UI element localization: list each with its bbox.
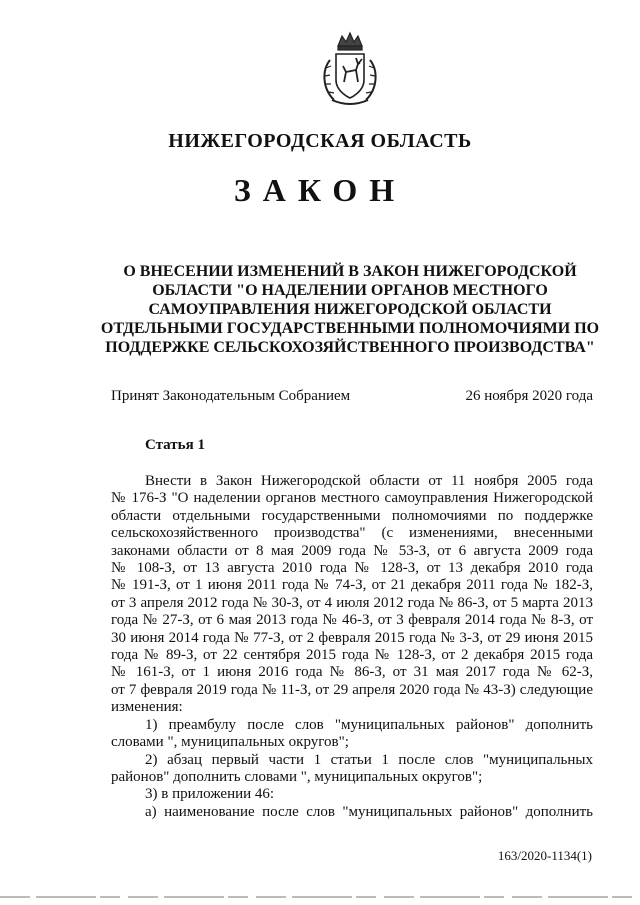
body-line: законами области от 8 мая 2009 года № 53-З, от 6 августа 2009 года bbox=[111, 542, 593, 559]
body-line: года № 89-З, от 22 сентября 2015 года № 128-З, от 2 декабря 2015 года bbox=[111, 647, 593, 664]
adoption-line bbox=[111, 388, 593, 405]
body-line: Внести в Закон Нижегородской области от 11 ноября 2005 года bbox=[145, 473, 593, 489]
body-line: изменения: bbox=[111, 699, 183, 716]
title-line: ПОДДЕРЖКЕ СЕЛЬСКОХОЗЯЙСТВЕННОГО ПРОИЗВОДСТВА" bbox=[105, 339, 595, 356]
adopted-by: Принят Законодательным Собранием bbox=[111, 388, 351, 404]
body-line: № 161-З, от 1 июня 2016 года № 86-З, от 31 мая 2017 года № 62-З, bbox=[111, 664, 593, 681]
document-code: 163/2020-1134(1) bbox=[497, 848, 592, 863]
list-item: а) наименование после слов "муниципальных районов" дополнить bbox=[145, 803, 593, 820]
body-line: 30 июня 2014 года № 77-З, от 2 февраля 2015 года № 3-З, от 29 июня 2015 bbox=[111, 629, 593, 646]
body-line: словами ", муниципальных округов"; bbox=[111, 734, 349, 751]
list-item: 3) в приложении 46: bbox=[145, 786, 275, 803]
title-line: ОТДЕЛЬНЫМИ ГОСУДАРСТВЕННЫМИ ПОЛНОМОЧИЯМИ ПО bbox=[100, 320, 600, 337]
document-type: ЗАКОН bbox=[233, 172, 407, 208]
body-line: № 191-З, от 1 июня 2011 года № 74-З, от 21 декабря 2011 года № 182-З, bbox=[111, 577, 593, 594]
list-item: 1) преамбулу после слов "муниципальных районов" дополнить bbox=[145, 716, 593, 733]
body-line: от 3 апреля 2012 года № 30-З, от 4 июля 2012 года № 86-З, от 5 марта 2013 bbox=[111, 594, 593, 611]
body-line: от 7 февраля 2019 года № 11-З, от 29 апреля 2020 года № 43-З) следующие bbox=[111, 681, 593, 698]
body-line: № 108-З, от 13 августа 2010 года № 128-З, от 13 декабря 2010 года bbox=[111, 560, 593, 577]
title-line: ОБЛАСТИ "О НАДЕЛЕНИИ ОРГАНОВ МЕСТНОГО bbox=[152, 282, 548, 299]
list-item: 2) абзац первый части 1 статьи 1 после слов "муниципальных bbox=[145, 751, 593, 768]
adoption-date: 26 ноября 2020 года bbox=[465, 388, 593, 404]
body-line: № 176-З "О наделении органов местного самоуправления Нижегородской bbox=[111, 490, 593, 507]
region-name: НИЖЕГОРОДСКАЯ ОБЛАСТЬ bbox=[168, 130, 472, 152]
article-body bbox=[111, 473, 593, 821]
title-line: САМОУПРАВЛЕНИЯ НИЖЕГОРОДСКОЙ ОБЛАСТИ bbox=[148, 301, 552, 318]
title-line: О ВНЕСЕНИИ ИЗМЕНЕНИЙ В ЗАКОН НИЖЕГОРОДСКОЙ bbox=[123, 263, 577, 280]
body-line: сельскохозяйственного производства" (с изменениями, внесенными bbox=[111, 525, 593, 542]
body-line: районов" дополнить словами ", муниципальных округов"; bbox=[111, 768, 483, 785]
scan-edge-line bbox=[0, 896, 640, 898]
article-heading: Статья 1 bbox=[145, 437, 205, 453]
body-line: области отдельными государственными полномочиями по поддержке bbox=[111, 507, 593, 524]
law-title bbox=[100, 262, 600, 357]
body-line: года № 27-З, от 6 мая 2013 года № 46-З, от 3 февраля 2014 года № 8-З, от bbox=[111, 612, 593, 629]
coat-of-arms-icon bbox=[316, 30, 384, 110]
